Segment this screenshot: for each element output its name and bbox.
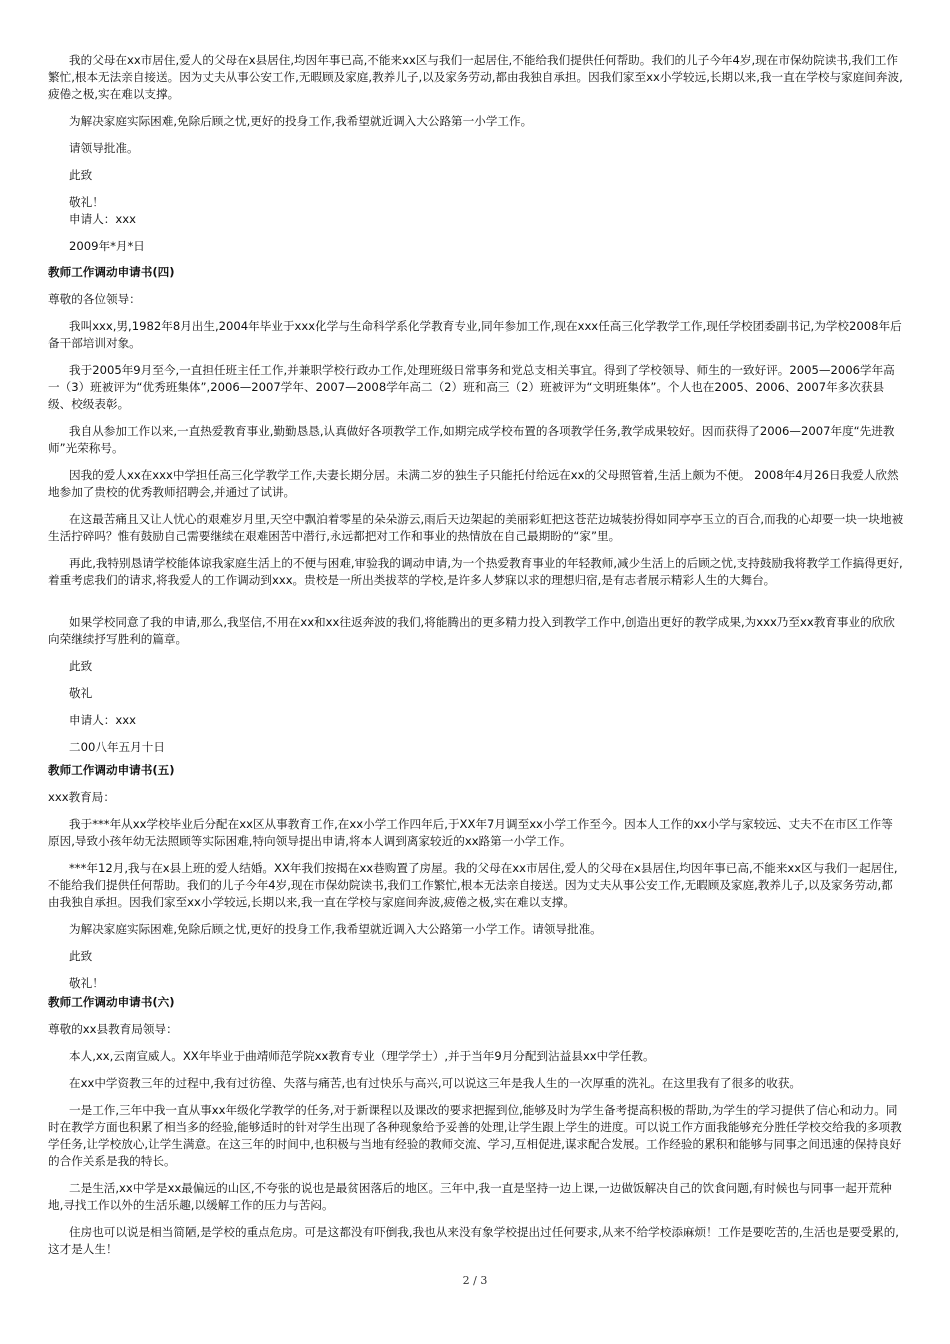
paragraph: 在xx中学资教三年的过程中,我有过彷徨、失落与痛苦,也有过快乐与高兴,可以说这三年是我人生的一次厚重的洗礼。在这里我有了很多的收获。 xyxy=(69,1076,802,1090)
paragraph: 我于2005年9月至今,一直担任班主任工作,并兼职学校行政办工作,处理班级日常事务和党总支相关事宜。得到了学校领导、师生的一致好评。2005—2006学年高一（3）班被评为“优秀班集体”,2006—2007学年、2007—2008学年高二（2）班和高三（2）班被评为“文明班集体”。个人也在2005、2006、2007年多次获县级、校级表彰。 xyxy=(48,363,895,411)
section-6 xyxy=(48,994,904,1258)
paragraph: 住房也可以说是相当简陋,是学校的重点危房。可是这都没有吓倒我,我也从来没有象学校提出过任何要求,从来不给学校添麻烦！工作是要吃苦的,生活也是要受累的,这才是人生！ xyxy=(48,1225,899,1256)
paragraph: 请领导批准。 xyxy=(69,141,139,155)
paragraph: 我自从参加工作以来,一直热爱教育事业,勤勤恳恳,认真做好各项教学工作,如期完成学校布置的各项教学任务,教学成果较好。因而获得了2006—2007年度“先进教师”光荣称号。 xyxy=(48,424,895,455)
paragraph: 本人,xx,云南宣威人。XX年毕业于曲靖师范学院xx教育专业（理学学士）,并于当年9月分配到沾益县xx中学任教。 xyxy=(69,1049,655,1063)
greeting: 尊敬的各位领导： xyxy=(48,292,141,306)
section-3-continuation xyxy=(48,52,904,255)
date-line: 2009年*月*日 xyxy=(69,239,145,253)
salutation: 敬礼！ xyxy=(69,195,104,209)
paragraph: 因我的爱人xx在xxx中学担任高三化学教学工作,夫妻长期分居。未满二岁的独生子只能托付给远在xx的父母照管着,生活上颇为不便。 2008年4月26日我爱人欣然地参加了贵校的优秀教师招聘会,并通过了试讲。 xyxy=(48,468,899,499)
section-4-ending xyxy=(48,614,904,756)
paragraph: 二是生活,xx中学是xx最偏远的山区,不夸张的说也是最贫困落后的地区。三年中,我一直是坚持一边上课,一边做饭解决自己的饮食问题,有时候也与同事一起开荒种地,寻找工作以外的生活乐趣,以缓解工作的压力与苦闷。 xyxy=(48,1181,892,1212)
closing-phrase: 此致 xyxy=(69,168,93,182)
closing-phrase: 此致 xyxy=(69,659,93,673)
paragraph: 再此,我特别恳请学校能体谅我家庭生活上的不便与困难,审验我的调动申请,为一个热爱教育事业的年轻教师,减少生活上的后顾之忧,支持鼓励我将教学工作搞得更好,着重考虑我们的请求,将我爱人的工作调动到xxx。贵校是一所出类拔萃的学校,是许多人梦寐以求的理想归宿,是有志者展示精彩人生的大舞台。 xyxy=(48,556,903,587)
section-5 xyxy=(48,762,904,992)
applicant-line: 申请人：xxx xyxy=(69,713,136,727)
greeting: xxx教育局： xyxy=(48,790,115,804)
section-heading: 教师工作调动申请书(五) xyxy=(48,763,175,777)
section-heading: 教师工作调动申请书(四) xyxy=(48,265,175,279)
salutation: 敬礼 xyxy=(69,686,93,700)
paragraph: 如果学校同意了我的申请,那么,我坚信,不用在xx和xx往返奔波的我们,将能腾出的更多精力投入到教学工作中,创造出更好的教学成果,为xxx乃至xx教育事业的欣欣向荣继续抒写胜利的篇章。 xyxy=(48,615,895,646)
paragraph: 一是工作,三年中我一直从事xx年级化学教学的任务,对于新课程以及课改的要求把握到位,能够及时为学生备考提高积极的帮助,为学生的学习提供了信心和动力。同时在教学方面也积累了相当多的经验,能够适时的针对学生出现了各种现象给予妥善的处理,让学生跟上学生的进度。可以说工作方面我能够充分胜任学校交给我的多项教学任务,让学校放心,让学生满意。在这三年的时间中,也积极与当地有经验的教师交流、学习,互相促进,谋求配合发展。工作经验的累积和能够与同事之间迅速的保持良好的合作关系是我的特长。 xyxy=(48,1103,902,1168)
paragraph: 我的父母在xx市居住,爱人的父母在x县居住,均因年事已高,不能来xx区与我们一起居住,不能给我们提供任何帮助。我们的儿子今年4岁,现在市保幼院读书,我们工作繁忙,根本无法亲自接送。因为丈夫从事公安工作,无暇顾及家庭,教养儿子,以及家务劳动,都由我独自承担。因我们家至xx小学较远,长期以来,我一直在学校与家庭间奔波,疲倦之极,实在难以支撑。 xyxy=(48,53,903,101)
paragraph: ***年12月,我与在x县上班的爱人结婚。XX年我们按揭在xx巷购置了房屋。我的父母在xx市居住,爱人的父母在x县居住,均因年事已高,不能来xx区与我们一起居住,不能给我们提供任何帮助。我们的儿子今年4岁,现在市保幼院读书,我们工作繁忙,根本无法亲自接送。因为丈夫从事公安工作,无暇顾及家庭,教养儿子,以及家务劳动,都由我独自承担。因我们家至xx小学较远,长期以来,我一直在学校与家庭间奔波,疲倦之极,实在难以支撑。 xyxy=(48,861,898,909)
paragraph: 我叫xxx,男,1982年8月出生,2004年毕业于xxx化学与生命科学系化学教育专业,同年参加工作,现在xxx任高三化学教学工作,现任学校团委副书记,为学校2008年后备干部培训对象。 xyxy=(48,319,902,350)
paragraph: 在这最苦痛且又让人忧心的艰难岁月里,天空中飘泊着零星的朵朵游云,雨后天边架起的美丽彩虹把这苍茫边城装扮得如同亭亭玉立的百合,而我的心却要一块一块地被生活拧碎吗？惟有鼓励自己需要继续在艰难困苦中潜行,永远都把对工作和事业的热情放在自己最期盼的“家”里。 xyxy=(48,512,904,543)
page-number: 2 / 3 xyxy=(462,1274,488,1287)
paragraph: 为解决家庭实际困难,免除后顾之忧,更好的投身工作,我希望就近调入大公路第一小学工作。 xyxy=(69,114,533,128)
paragraph: 为解决家庭实际困难,免除后顾之忧,更好的投身工作,我希望就近调入大公路第一小学工作。请领导批准。 xyxy=(69,922,602,936)
section-heading: 教师工作调动申请书(六) xyxy=(48,995,175,1009)
greeting: 尊敬的xx县教育局领导： xyxy=(48,1022,178,1036)
date-line: 二00八年五月十日 xyxy=(69,740,165,754)
closing-phrase: 此致 xyxy=(69,949,93,963)
salutation: 敬礼！ xyxy=(69,976,104,990)
paragraph: 我于***年从xx学校毕业后分配在xx区从事教育工作,在xx小学工作四年后,于XX年7月调至xx小学工作至今。因本人工作的xx小学与家较远、丈夫不在市区工作等原因,导致小孩年幼无法照顾等实际困难,特向领导提出申请,将本人调到离家较近的xx路第一小学工作。 xyxy=(48,817,893,848)
section-4 xyxy=(48,264,904,589)
applicant-line: 申请人：xxx xyxy=(69,212,136,226)
